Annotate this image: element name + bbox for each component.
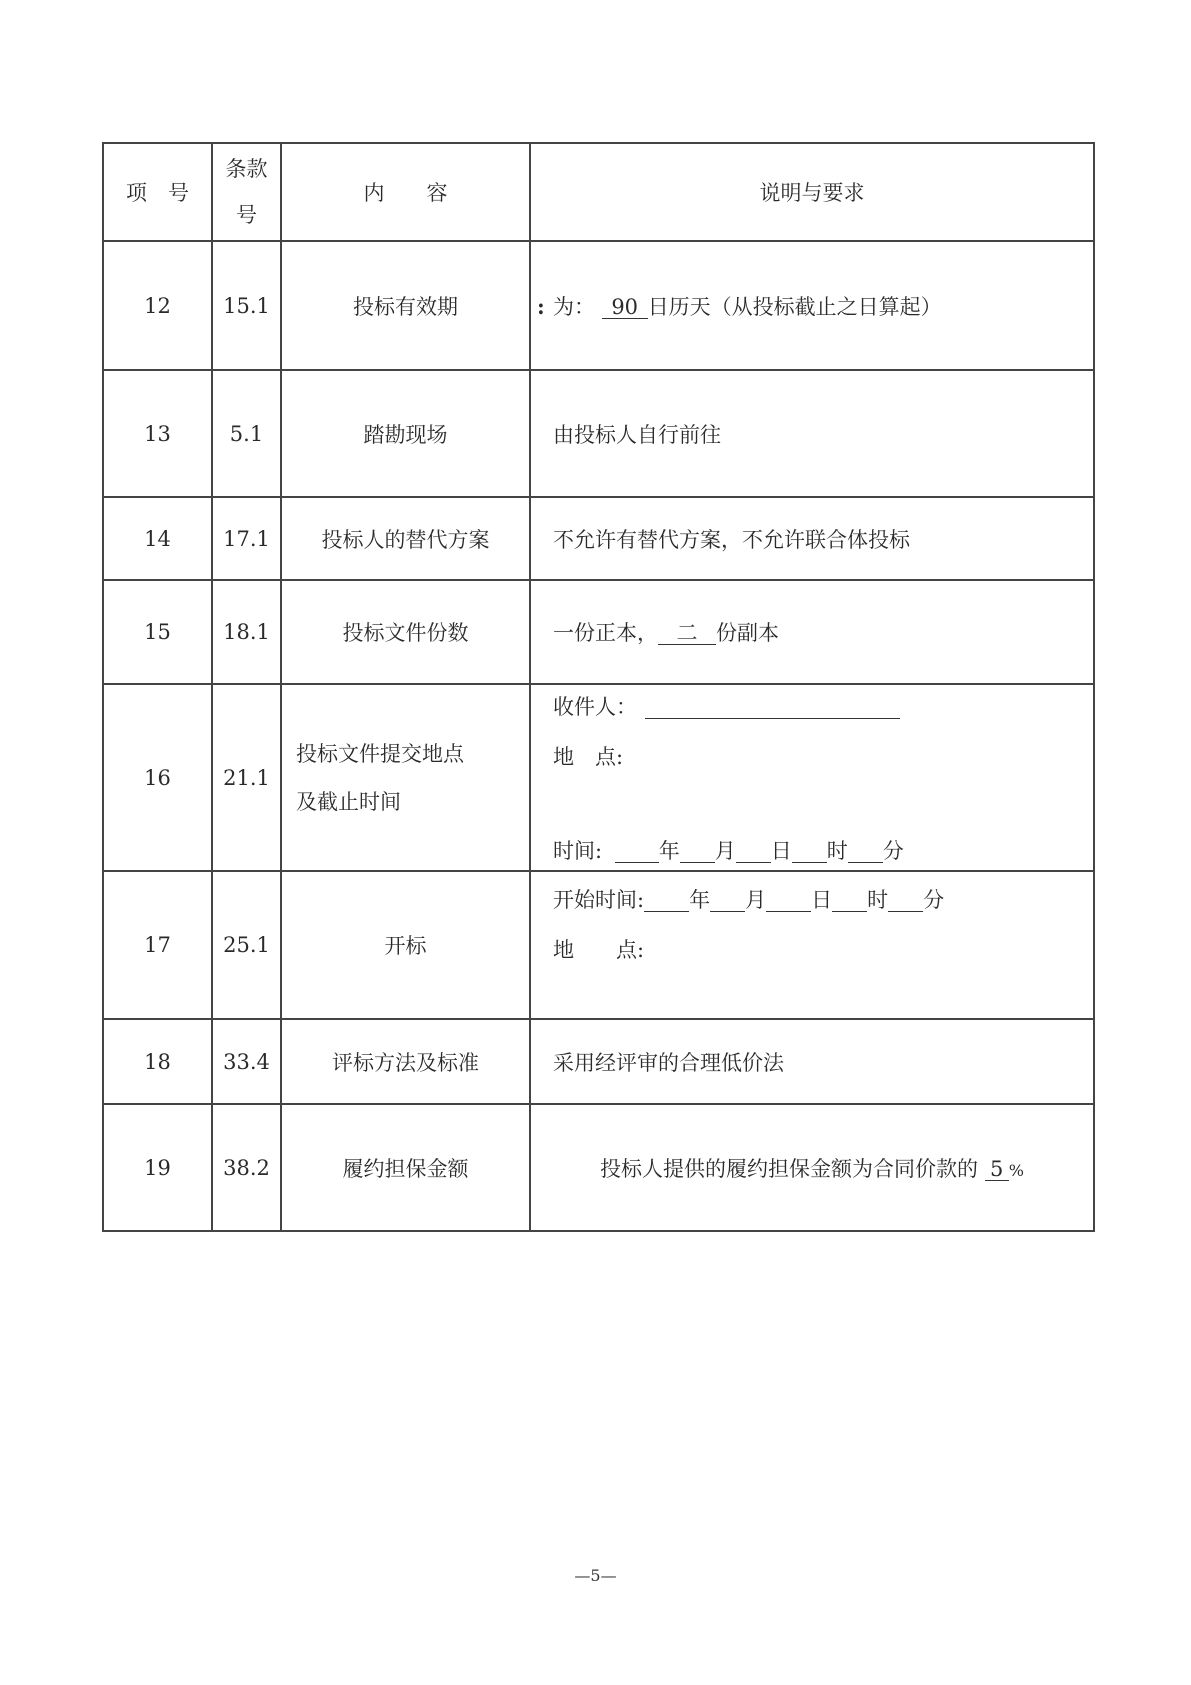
minute-unit: 分 xyxy=(882,839,904,863)
minute-blank xyxy=(848,840,883,863)
recipient-label: 收件人： xyxy=(553,695,637,719)
table-row xyxy=(103,871,1094,1019)
content: 投标人的替代方案 xyxy=(281,497,530,580)
item-no: 18 xyxy=(103,1019,212,1104)
hour-unit: 时 xyxy=(867,888,889,912)
content: 投标有效期 xyxy=(281,241,530,370)
content: 踏勘现场 xyxy=(281,370,530,497)
header-content: 内 容 xyxy=(281,143,530,241)
content-line2: 及截止时间 xyxy=(296,789,401,814)
hour-unit: 时 xyxy=(826,839,848,863)
time-label: 时间: xyxy=(553,839,603,863)
clause-no: 5.1 xyxy=(212,370,281,497)
content-line1: 投标文件提交地点 xyxy=(296,741,464,766)
table-row xyxy=(103,370,1094,497)
item-no: 17 xyxy=(103,871,212,1019)
recipient-line xyxy=(553,687,900,727)
start-time-label: 开始时间: xyxy=(553,888,645,912)
table-row xyxy=(103,1104,1094,1231)
day-unit: 日 xyxy=(811,888,833,912)
year-blank xyxy=(615,840,659,863)
day-unit: 日 xyxy=(770,839,792,863)
requirement-suffix: 份副本 xyxy=(716,621,779,645)
month-unit: 月 xyxy=(745,888,767,912)
location-label: 地 点: xyxy=(553,745,624,769)
hour-blank xyxy=(832,889,867,912)
percentage-blank: 5 xyxy=(985,1158,1009,1181)
percent-sign: % xyxy=(1008,1160,1024,1180)
page-number: —5— xyxy=(574,1566,617,1585)
clause-no: 15.1 xyxy=(212,241,281,370)
content xyxy=(281,684,530,871)
year-unit: 年 xyxy=(689,888,711,912)
requirement xyxy=(530,580,1094,684)
bid-data-table xyxy=(102,142,1095,1232)
table-row xyxy=(103,684,1094,871)
recipient-blank xyxy=(645,696,900,719)
header-clause-no xyxy=(212,143,281,241)
location-label: 地 点: xyxy=(553,938,645,962)
day-blank xyxy=(736,840,771,863)
item-no: 16 xyxy=(103,684,212,871)
validity-days-blank: 90 xyxy=(602,296,648,319)
table-row xyxy=(103,1019,1094,1104)
requirement: 采用经评审的合理低价法 xyxy=(530,1019,1094,1104)
clause-no: 38.2 xyxy=(212,1104,281,1231)
table-row xyxy=(103,497,1094,580)
item-no: 13 xyxy=(103,370,212,497)
requirement-prefix: 投标人提供的履约担保金额为合同价款的 xyxy=(600,1156,979,1181)
requirement-prefix: 为： xyxy=(553,294,595,319)
item-no: 12 xyxy=(103,241,212,370)
requirement: 不允许有替代方案，不允许联合体投标 xyxy=(530,497,1094,580)
month-blank xyxy=(680,840,715,863)
clause-no: 33.4 xyxy=(212,1019,281,1104)
clause-no: 21.1 xyxy=(212,684,281,871)
item-no: 14 xyxy=(103,497,212,580)
requirement: 由投标人自行前往 xyxy=(530,370,1094,497)
content: 评标方法及标准 xyxy=(281,1019,530,1104)
clause-no: 25.1 xyxy=(212,871,281,1019)
header-requirements: 说明与要求 xyxy=(530,143,1094,241)
month-blank xyxy=(710,889,745,912)
table-header-row xyxy=(103,143,1094,241)
month-unit: 月 xyxy=(714,839,736,863)
table-row xyxy=(103,241,1094,370)
minute-unit: 分 xyxy=(923,888,945,912)
content: 投标文件份数 xyxy=(281,580,530,684)
minute-blank xyxy=(888,889,923,912)
requirement-suffix: 日历天（从投标截止之日算起） xyxy=(647,294,942,319)
stray-colon-mark: : xyxy=(537,293,545,319)
deadline-time-line xyxy=(553,833,904,869)
requirement xyxy=(530,684,1094,871)
header-item-no: 项 号 xyxy=(103,143,212,241)
item-no: 19 xyxy=(103,1104,212,1231)
table-row xyxy=(103,580,1094,684)
content: 履约担保金额 xyxy=(281,1104,530,1231)
header-clause-no-line1: 条款 xyxy=(225,157,268,181)
copies-blank: 二 xyxy=(658,622,716,645)
year-blank xyxy=(644,889,689,912)
requirement xyxy=(530,1104,1094,1231)
requirement xyxy=(530,871,1094,1019)
year-unit: 年 xyxy=(658,839,680,863)
content: 开标 xyxy=(281,871,530,1019)
clause-no: 18.1 xyxy=(212,580,281,684)
requirement-prefix: 一份正本， xyxy=(553,621,658,645)
day-blank xyxy=(766,889,811,912)
requirement xyxy=(530,241,1094,370)
clause-no: 17.1 xyxy=(212,497,281,580)
header-clause-no-line2: 号 xyxy=(236,203,257,227)
hour-blank xyxy=(792,840,827,863)
opening-time-line xyxy=(553,880,944,920)
item-no: 15 xyxy=(103,580,212,684)
